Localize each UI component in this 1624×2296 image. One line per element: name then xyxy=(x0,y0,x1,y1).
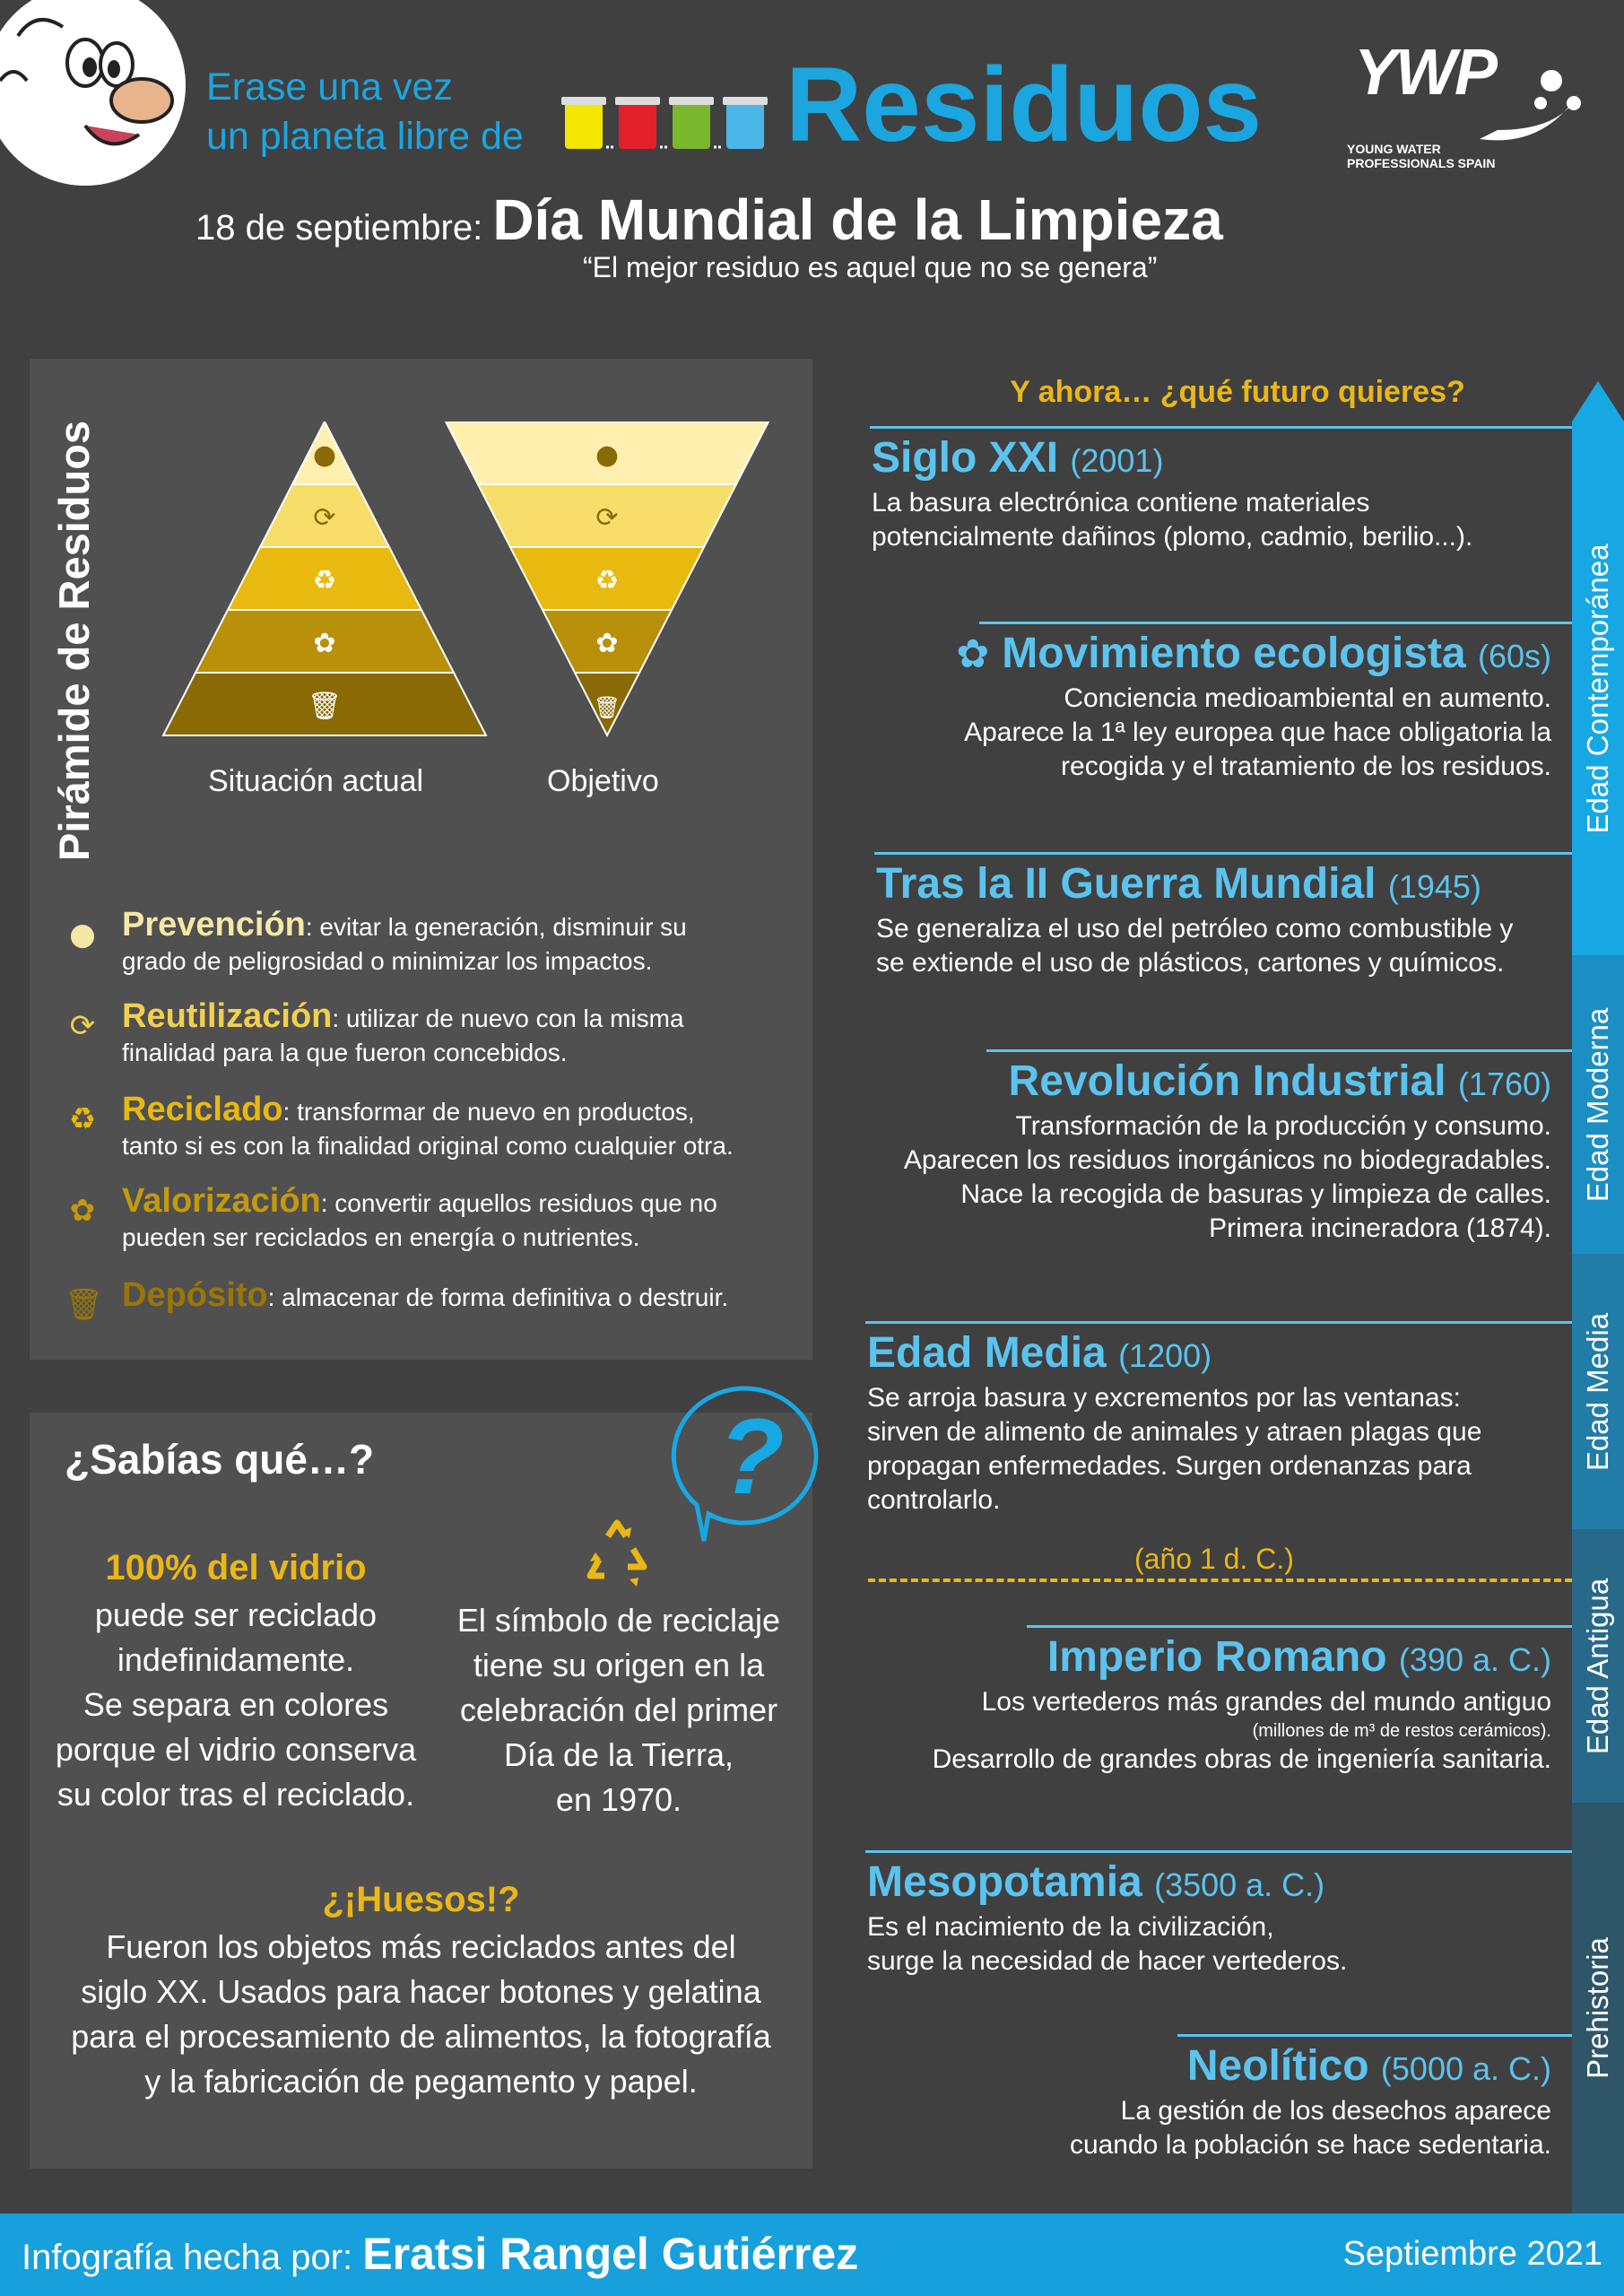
era-label: Edad Moderna xyxy=(1581,1007,1614,1202)
event-line: Aparece la 1ª ley europea que hace obligatoria la xyxy=(964,718,1551,747)
event-line: Conciencia medioambiental en aumento. xyxy=(1064,683,1551,713)
legend-desc-2: tanto si es con la finalidad original como cualquier otra. xyxy=(122,1132,734,1160)
legend-item-4 xyxy=(65,1278,800,1359)
bin-lid-1 xyxy=(615,97,660,105)
era-label: Edad Antigua xyxy=(1581,1578,1614,1754)
mascot-illustration xyxy=(0,0,188,188)
water-splash-icon xyxy=(1471,54,1587,152)
event-title xyxy=(825,1057,1551,1109)
fact-glass xyxy=(39,1543,433,1817)
current-pyramid-icon-1: ⟳ xyxy=(313,502,336,534)
intro-line-2: un planeta libre de xyxy=(206,115,524,158)
timeline-arrow xyxy=(1572,381,1624,422)
era-band-0 xyxy=(1572,422,1624,955)
event-name: Siglo XXI xyxy=(872,434,1059,482)
era-label: Edad Contemporánea xyxy=(1581,544,1614,833)
legend-desc: : evitar la generación, disminuir su xyxy=(305,913,687,941)
legend-desc-2: finalidad para la que fueron concebidos. xyxy=(122,1039,568,1066)
event-date: (60s) xyxy=(1477,638,1551,674)
question-bubble-icon xyxy=(664,1381,825,1547)
did-you-know-title: ¿Sabías qué…? xyxy=(65,1436,375,1483)
timeline-event-5 xyxy=(825,1632,1551,1777)
event-line: La basura electrónica contiene materiales xyxy=(872,488,1370,517)
legend-desc: : convertir aquellos residuos que no xyxy=(320,1189,717,1217)
event-line: La gestión de los desechos aparece xyxy=(1120,2096,1551,2126)
event-line: Primera incineradora (1874). xyxy=(1209,1213,1551,1243)
target-label: Objetivo xyxy=(547,764,659,798)
event-date: (1945) xyxy=(1387,868,1481,905)
pyramid-title: Pirámide de Residuos xyxy=(50,420,98,861)
bin-1 xyxy=(619,102,656,149)
current-pyramid-icon-4: 🗑 xyxy=(307,691,343,722)
era-divider xyxy=(868,1578,1572,1582)
event-line: sirven de alimento de animales y atraen plagas que xyxy=(867,1417,1482,1447)
event-name: Mesopotamia xyxy=(867,1858,1142,1906)
legend-term: Reciclado xyxy=(122,1091,283,1128)
fact-bones-title: ¿¡Huesos!? xyxy=(322,1880,520,1919)
event-date: (390 a. C.) xyxy=(1398,1641,1551,1678)
ywp-logo-sub-2: PROFESSIONALS SPAIN xyxy=(1347,156,1496,170)
era-label: Prehistoria xyxy=(1581,1937,1614,2079)
event-line: (millones de m³ de restos cerámicos). xyxy=(1252,1721,1551,1741)
event-date: (1200) xyxy=(1118,1337,1212,1374)
timeline-line-4 xyxy=(865,1321,1572,1324)
timeline-event-7 xyxy=(897,2041,1551,2162)
head-gear-icon: ● xyxy=(69,917,96,952)
trash-icon: 🗑 xyxy=(65,1287,104,1323)
event-name: Edad Media xyxy=(867,1329,1107,1377)
timeline-line-2 xyxy=(874,852,1572,855)
footer-date: Septiembre 2021 xyxy=(1342,2235,1602,2273)
recycle-icon: ♻ xyxy=(68,1101,97,1137)
timeline-event-6 xyxy=(867,1857,1549,1979)
svg-text:?: ? xyxy=(718,1396,785,1517)
timeline-title: Y ahora… ¿qué futuro quieres? xyxy=(1010,375,1465,409)
ywp-logo xyxy=(1336,36,1587,179)
fact-line: en 1970. xyxy=(555,1781,682,1818)
event-title xyxy=(825,1632,1551,1685)
fact-line: Fueron los objetos más reciclados antes del xyxy=(106,1928,736,1965)
event-line: Aparecen los residuos inorgánicos no biodegradables. xyxy=(903,1145,1551,1175)
timeline-line-0 xyxy=(870,426,1572,429)
timeline-event-4 xyxy=(867,1328,1549,1518)
fact-line: indefinidamente. xyxy=(117,1641,355,1678)
legend-item-2 xyxy=(65,1092,800,1173)
event-name: Movimiento ecologista xyxy=(1002,630,1466,677)
bin-2 xyxy=(673,102,710,149)
event-name: Imperio Romano xyxy=(1046,1633,1387,1681)
event-title xyxy=(897,2041,1551,2094)
event-line: Los vertederos más grandes del mundo antiguo xyxy=(981,1687,1551,1717)
event-line: Es el nacimiento de la civilización, xyxy=(867,1912,1274,1942)
event-line: se extiende el uso de plásticos, cartones y químicos. xyxy=(876,948,1505,978)
intro-line-1: Erase una vez xyxy=(206,65,453,109)
legend-text xyxy=(122,999,839,1070)
day-date: 18 de septiembre: xyxy=(195,208,483,248)
event-title xyxy=(867,1328,1549,1381)
intro-text xyxy=(206,63,524,161)
legend-item-1 xyxy=(65,999,800,1080)
event-line: Desarrollo de grandes obras de ingeniería sanitaria. xyxy=(932,1744,1551,1774)
era-label: Edad Media xyxy=(1581,1312,1614,1471)
era-divider-label: (año 1 d. C.) xyxy=(1134,1543,1294,1575)
event-name: Revolución Industrial xyxy=(1008,1057,1446,1105)
ywp-logo-sub-1: YOUNG WATER xyxy=(1347,142,1441,156)
event-line: cuando la población se hace sedentaria. xyxy=(1069,2130,1551,2160)
bin-0 xyxy=(565,102,603,149)
event-line: Transformación de la producción y consumo. xyxy=(1015,1111,1551,1141)
fact-line: El símbolo de reciclaje xyxy=(456,1602,781,1639)
event-line: Se generaliza el uso del petróleo como combustible y xyxy=(876,914,1514,944)
hand-plant-icon: ✿ xyxy=(69,1193,96,1229)
event-date: (3500 a. C.) xyxy=(1154,1866,1325,1903)
fact-line: su color tras el reciclado. xyxy=(56,1776,415,1813)
era-band-2 xyxy=(1572,1254,1624,1529)
credits-author: Eratsi Rangel Gutiérrez xyxy=(362,2229,859,2279)
recycling-bins-icon xyxy=(561,95,769,152)
event-title xyxy=(867,1857,1549,1910)
event-line: Nace la recogida de basuras y limpieza de calles. xyxy=(960,1179,1551,1209)
fact-line: puede ser reciclado xyxy=(94,1596,378,1633)
legend-text xyxy=(122,908,839,978)
timeline-event-1 xyxy=(834,629,1551,784)
legend-term: Prevención xyxy=(122,906,306,944)
legend-desc: : almacenar de forma definitiva o destruir. xyxy=(267,1283,729,1311)
event-name: Tras la II Guerra Mundial xyxy=(876,860,1376,908)
event-title xyxy=(876,859,1558,912)
event-name: Neolítico xyxy=(1186,2042,1369,2090)
bin-lid-3 xyxy=(723,97,768,105)
legend-item-3 xyxy=(65,1184,800,1265)
legend-term: Reutilización xyxy=(122,997,333,1035)
event-line: recogida y el tratamiento de los residuos. xyxy=(1061,752,1551,781)
fact-line: para el procesamiento de alimentos, la fotografía xyxy=(71,2018,771,2055)
current-pyramid-icon-2: ♻ xyxy=(312,565,337,596)
fact-line: Se separa en colores xyxy=(83,1686,389,1723)
waste-pyramids xyxy=(152,422,780,753)
current-pyramid-icon-0: ● xyxy=(312,439,337,471)
target-pyramid-icon-3: ✿ xyxy=(595,628,619,659)
hand-plant-icon: ✿ xyxy=(956,631,990,677)
timeline-line-7 xyxy=(1177,2034,1572,2037)
quote: “El mejor residuo es aquel que no se genera” xyxy=(583,251,1158,283)
legend-desc: : utilizar de nuevo con la misma xyxy=(332,1004,684,1032)
timeline-event-0 xyxy=(872,433,1553,554)
timeline-line-1 xyxy=(979,622,1572,624)
event-date: (1760) xyxy=(1457,1065,1551,1102)
target-pyramid-icon-0: ● xyxy=(595,439,620,471)
bin-lid-2 xyxy=(669,97,714,105)
fact-line: tiene su origen en la xyxy=(473,1647,765,1683)
timeline-line-6 xyxy=(865,1850,1572,1853)
legend-term: Valorización xyxy=(122,1182,321,1220)
era-band-1 xyxy=(1572,955,1624,1254)
legend-term: Depósito xyxy=(122,1276,268,1314)
event-line: surge la necesidad de hacer vertederos. xyxy=(867,1946,1348,1976)
fact-line: y la fabricación de pegamento y papel. xyxy=(144,2063,698,2100)
fact-line: celebración del primer xyxy=(459,1692,778,1728)
day-title: Día Mundial de la Limpieza xyxy=(492,187,1223,252)
legend-text xyxy=(122,1092,839,1163)
recycle-symbol-icon xyxy=(581,1518,655,1590)
current-situation-label: Situación actual xyxy=(208,764,424,798)
era-band-4 xyxy=(1572,1803,1624,2213)
target-pyramid-icon-4: 🗑 xyxy=(593,695,621,720)
timeline-event-3 xyxy=(825,1057,1551,1246)
event-line: potencialmente dañinos (plomo, cadmio, berilio...). xyxy=(872,522,1473,552)
legend-text xyxy=(122,1278,839,1315)
fact-glass-title: 100% del vidrio xyxy=(105,1548,367,1587)
fact-line: Día de la Tierra, xyxy=(503,1736,734,1773)
legend-desc-2: grado de peligrosidad o minimizar los impactos. xyxy=(122,947,653,975)
target-pyramid-icon-1: ⟳ xyxy=(595,502,619,534)
fact-line: siglo XX. Usados para hacer botones y gelatina xyxy=(81,1973,761,2010)
bin-3 xyxy=(726,102,764,149)
current-pyramid-icon-3: ✿ xyxy=(313,628,336,659)
main-title: Residuos xyxy=(786,46,1263,164)
event-line: controlarlo. xyxy=(867,1485,1001,1515)
fact-bones xyxy=(39,1874,803,2104)
bin-lid-0 xyxy=(561,97,606,105)
event-title xyxy=(834,629,1551,682)
event-date: (2001) xyxy=(1070,442,1164,479)
fact-recycling-symbol xyxy=(439,1598,798,1822)
timeline-line-3 xyxy=(986,1049,1572,1052)
fact-line: porque el vidrio conserva xyxy=(55,1731,417,1768)
credits-prefix: Infografía hecha por: xyxy=(22,2238,353,2277)
event-title xyxy=(872,433,1553,486)
era-band-3 xyxy=(1572,1529,1624,1803)
legend-desc: : transformar de nuevo en productos, xyxy=(282,1098,695,1126)
reuse-arrows-icon: ⟳ xyxy=(69,1008,96,1044)
event-date: (5000 a. C.) xyxy=(1380,2050,1551,2087)
credits xyxy=(22,2228,858,2280)
timeline-event-2 xyxy=(876,859,1558,980)
event-line: propagan enfermedades. Surgen ordenanzas para xyxy=(867,1451,1472,1481)
legend-item-0 xyxy=(65,908,800,988)
event-line: Se arroja basura y excrementos por las ventanas: xyxy=(867,1383,1462,1413)
legend-desc-2: pueden ser reciclados en energía o nutrientes. xyxy=(122,1223,640,1251)
target-pyramid-icon-2: ♻ xyxy=(595,565,620,596)
timeline-line-5 xyxy=(1027,1625,1572,1628)
ywp-logo-text: YWP xyxy=(1354,37,1497,109)
legend-text xyxy=(122,1184,839,1255)
